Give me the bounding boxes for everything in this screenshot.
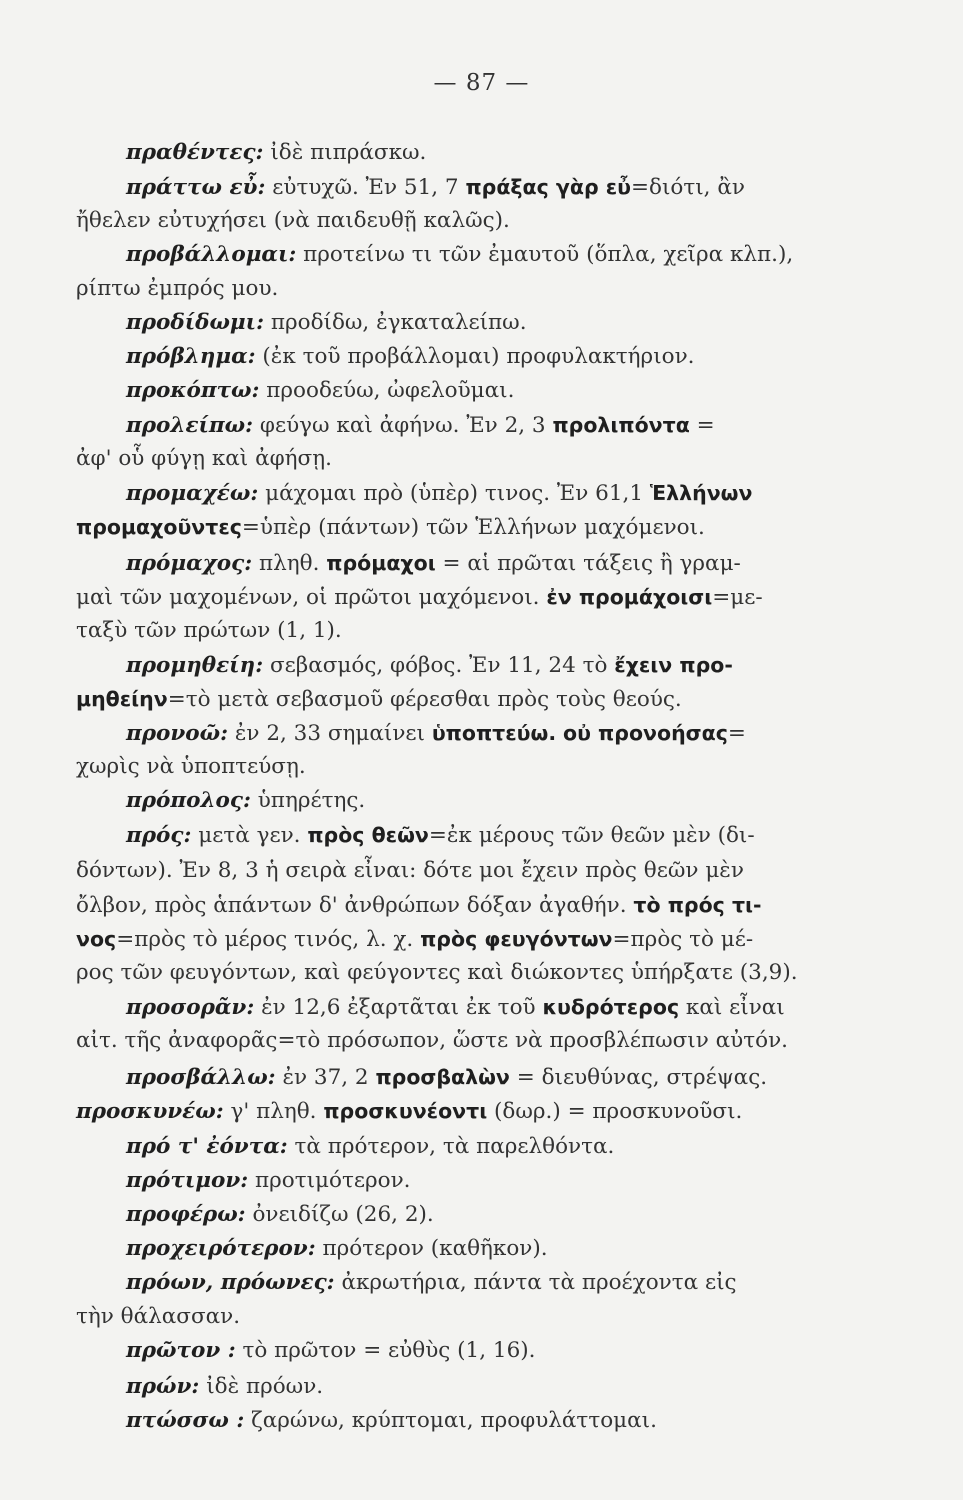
entry-text: = διευθύνας, στρέψας.: [509, 1065, 768, 1090]
emphasized-term: προσβαλὼν: [375, 1065, 510, 1089]
entry-text: μαὶ τῶν μαχομένων, οἱ πρῶτοι μαχόμενοι.: [76, 585, 547, 610]
headword: προσορᾶν:: [126, 995, 255, 1020]
headword: πτώσσω :: [126, 1408, 245, 1433]
entry-text: ταξὺ τῶν πρώτων (1, 1).: [76, 618, 342, 643]
entry-text: =: [727, 721, 746, 746]
emphasized-term: πράξας γὰρ εὖ: [465, 175, 632, 199]
entry-line: [126, 548, 741, 579]
entry-line: [126, 1166, 411, 1196]
entry-line: [76, 444, 332, 474]
entry-line: [126, 718, 746, 749]
entry-text: =: [689, 413, 715, 438]
emphasized-term: μηθείην: [76, 687, 168, 711]
entry-text: =τὸ μετὰ σεβασμοῦ φέρεσθαι πρὸς τοὺς θεούς.: [167, 687, 682, 712]
entry-line: [76, 1096, 742, 1127]
entry-text: (ἐκ τοῦ προβάλλομαι) προφυλακτήριον.: [255, 344, 695, 369]
entry-line: [76, 582, 763, 613]
entry-text: τὰ πρότερον, τὰ παρελθόντα.: [287, 1134, 615, 1159]
entry-line: [76, 856, 744, 886]
entry-text: πληθ.: [252, 551, 327, 576]
entry-line: [126, 1406, 657, 1436]
entry-text: ἐν 2, 33 σημαίνει: [228, 721, 432, 746]
headword: προλείπω:: [126, 413, 254, 438]
entry-line: [126, 240, 793, 270]
page-number: — 87 —: [433, 70, 530, 96]
entry-text: προτείνω τι τῶν ἐμαυτοῦ (ὅπλα, χεῖρα κλπ.),: [296, 242, 794, 267]
entry-text: τὸ πρῶτον = εὐθὺς (1, 16).: [235, 1338, 536, 1363]
emphasized-term: προλιπόντα: [552, 413, 690, 437]
headword: προχειρότερον:: [126, 1236, 316, 1261]
headword: προμαχέω:: [126, 481, 259, 506]
emphasized-term: οὐ προνοήσας: [562, 721, 728, 745]
entry-text: ἀφ' οὗ φύγῃ καὶ ἀφήσῃ.: [76, 446, 332, 471]
entry-line: [76, 924, 753, 955]
emphasized-term: πρὸς φευγόντων: [420, 927, 613, 951]
entry-text: μετὰ γεν.: [191, 823, 308, 848]
entry-line: [126, 308, 527, 338]
headword: πράττω εὖ:: [126, 175, 266, 200]
headword: πρόβλημα:: [126, 344, 256, 369]
entry-line: [76, 752, 306, 782]
headword: πρῶτον :: [126, 1338, 236, 1363]
headword: πρόων, πρόωνες:: [126, 1270, 335, 1295]
entry-text: καὶ εἶναι: [679, 995, 785, 1020]
headword: πραθέντες:: [126, 140, 264, 165]
entry-line: [126, 992, 785, 1023]
entry-line: [126, 1234, 548, 1264]
headword: προκόπτω:: [126, 378, 260, 403]
entry-line: [76, 890, 762, 921]
entry-line: [126, 1062, 767, 1093]
entry-text: =διότι, ἂν: [631, 175, 745, 200]
entry-text: =ἐκ μέρους τῶν θεῶν μὲν (δι-: [428, 823, 755, 848]
entry-line: [126, 1336, 535, 1366]
entry-line: [126, 1372, 323, 1402]
entry-text: μάχομαι πρὸ (ὑπὲρ) τινος. Ἐν 61,1: [258, 481, 650, 506]
entry-text: ἰδὲ πιπράσκω.: [263, 140, 427, 165]
entry-line: [76, 1302, 240, 1332]
headword: προνοῶ:: [126, 721, 229, 746]
emphasized-term: τὸ πρός τι-: [633, 893, 762, 917]
entry-line: [126, 786, 365, 816]
entry-text: αἰτ. τῆς ἀναφορᾶς=τὸ πρόσωπον, ὥστε νὰ προσβλέπωσιν αὐτόν.: [76, 1028, 788, 1053]
entry-text: εὐτυχῶ. Ἐν 51, 7: [265, 175, 466, 200]
entry-text: τὴν θάλασσαν.: [76, 1304, 241, 1329]
entry-text: ὀνειδίζω (26, 2).: [245, 1202, 434, 1227]
entry-text: ἀκρωτήρια, πάντα τὰ προέχοντα εἰς: [334, 1270, 737, 1295]
entry-line: [76, 1026, 788, 1056]
entry-text: =πρὸς τὸ μέρος τινός, λ. χ.: [116, 927, 421, 952]
entry-text: ὄλβον, πρὸς ἁπάντων δ' ἀνθρώπων δόξαν ἀγαθήν.: [76, 893, 634, 918]
headword: πρό τ' ἐόντα:: [126, 1134, 288, 1159]
entry-text: γ' πληθ.: [223, 1099, 324, 1124]
entry-text: = αἱ πρῶται τάξεις ἢ γραμ-: [435, 551, 741, 576]
headword: προβάλλομαι:: [126, 242, 297, 267]
entry-line: [76, 684, 682, 715]
entry-text: σεβασμός, φόβος. Ἐν 11, 24 τὸ: [263, 653, 615, 678]
headword: πρότιμον:: [126, 1168, 249, 1193]
emphasized-term: ἐν προμάχοισι: [546, 585, 713, 609]
entry-text: (δωρ.) = προσκυνοῦσι.: [487, 1099, 743, 1124]
headword: πρόπολος:: [126, 788, 251, 813]
entry-text: δόντων). Ἐν 8, 3 ἡ σειρὰ εἶναι: δότε μοι ἔχειν πρὸς θεῶν μὲν: [76, 858, 744, 883]
emphasized-term: πρόμαχοι: [326, 551, 436, 575]
entry-line: [76, 512, 705, 543]
headword: πρός:: [126, 823, 192, 848]
emphasized-term: πρὸς θεῶν: [307, 823, 429, 847]
headword: προμηθείη:: [126, 653, 264, 678]
entry-text: πρότερον (καθῆκον).: [315, 1236, 548, 1261]
entry-text: χωρὶς νὰ ὑποπτεύσῃ.: [76, 754, 306, 779]
entry-text: ζαρώνω, κρύπτομαι, προφυλάττομαι.: [244, 1408, 657, 1433]
entry-text: ἤθελεν εὐτυχήσει (νὰ παιδευθῇ καλῶς).: [76, 208, 510, 233]
entry-text: προδίδω, ἐγκαταλείπω.: [264, 310, 527, 335]
entry-line: [126, 376, 514, 406]
emphasized-term: Ἑλλήνων: [649, 481, 753, 505]
emphasized-term: προσκυνέοντι: [323, 1099, 488, 1123]
headword: προδίδωμι:: [126, 310, 265, 335]
entry-line: [126, 410, 715, 441]
entry-line: [126, 478, 752, 509]
headword: πρόμαχος:: [126, 551, 253, 576]
entry-line: [126, 342, 694, 372]
entry-line: [76, 616, 342, 646]
entry-line: [76, 206, 510, 236]
entry-text: προτιμότερον.: [248, 1168, 411, 1193]
entry-text: ἐν 12,6 ἐξαρτᾶται ἐκ τοῦ: [254, 995, 543, 1020]
entry-text: προοδεύω, ὠφελοῦμαι.: [259, 378, 515, 403]
entry-line: [76, 958, 798, 988]
entry-text: [556, 721, 563, 746]
entry-text: ρος τῶν φευγόντων, καὶ φεύγοντες καὶ διώκοντες ὑπήρξατε (3,9).: [76, 960, 798, 985]
entry-line: [126, 650, 733, 681]
entry-line: [126, 1200, 434, 1230]
entry-line: [76, 274, 278, 304]
entry-text: ρίπτω ἐμπρός μου.: [76, 276, 279, 301]
entry-text: ἐν 37, 2: [275, 1065, 376, 1090]
emphasized-term: ὑποπτεύω.: [431, 721, 557, 745]
entry-line: [126, 1132, 614, 1162]
entry-text: =με-: [712, 585, 763, 610]
headword: προφέρω:: [126, 1202, 246, 1227]
emphasized-term: νος: [76, 927, 117, 951]
entry-line: [126, 1268, 737, 1298]
entry-line: [126, 820, 755, 851]
emphasized-term: κυδρότερος: [542, 995, 680, 1019]
headword: προσκυνέω:: [76, 1099, 224, 1124]
entry-text: ὑπηρέτης.: [250, 788, 366, 813]
entry-text: φεύγω καὶ ἀφήνω. Ἐν 2, 3: [253, 413, 553, 438]
emphasized-term: ἔχειν προ-: [614, 653, 733, 677]
entry-text: =ὑπὲρ (πάντων) τῶν Ἑλλήνων μαχόμενοι.: [241, 515, 705, 540]
emphasized-term: προμαχοῦντες: [76, 515, 242, 539]
entry-line: [126, 138, 426, 168]
entry-text: ἰδὲ πρόων.: [199, 1374, 324, 1399]
entry-text: =πρὸς τὸ μέ-: [612, 927, 754, 952]
headword: προσβάλλω:: [126, 1065, 276, 1090]
headword: πρών:: [126, 1374, 200, 1399]
entry-line: [126, 172, 745, 203]
